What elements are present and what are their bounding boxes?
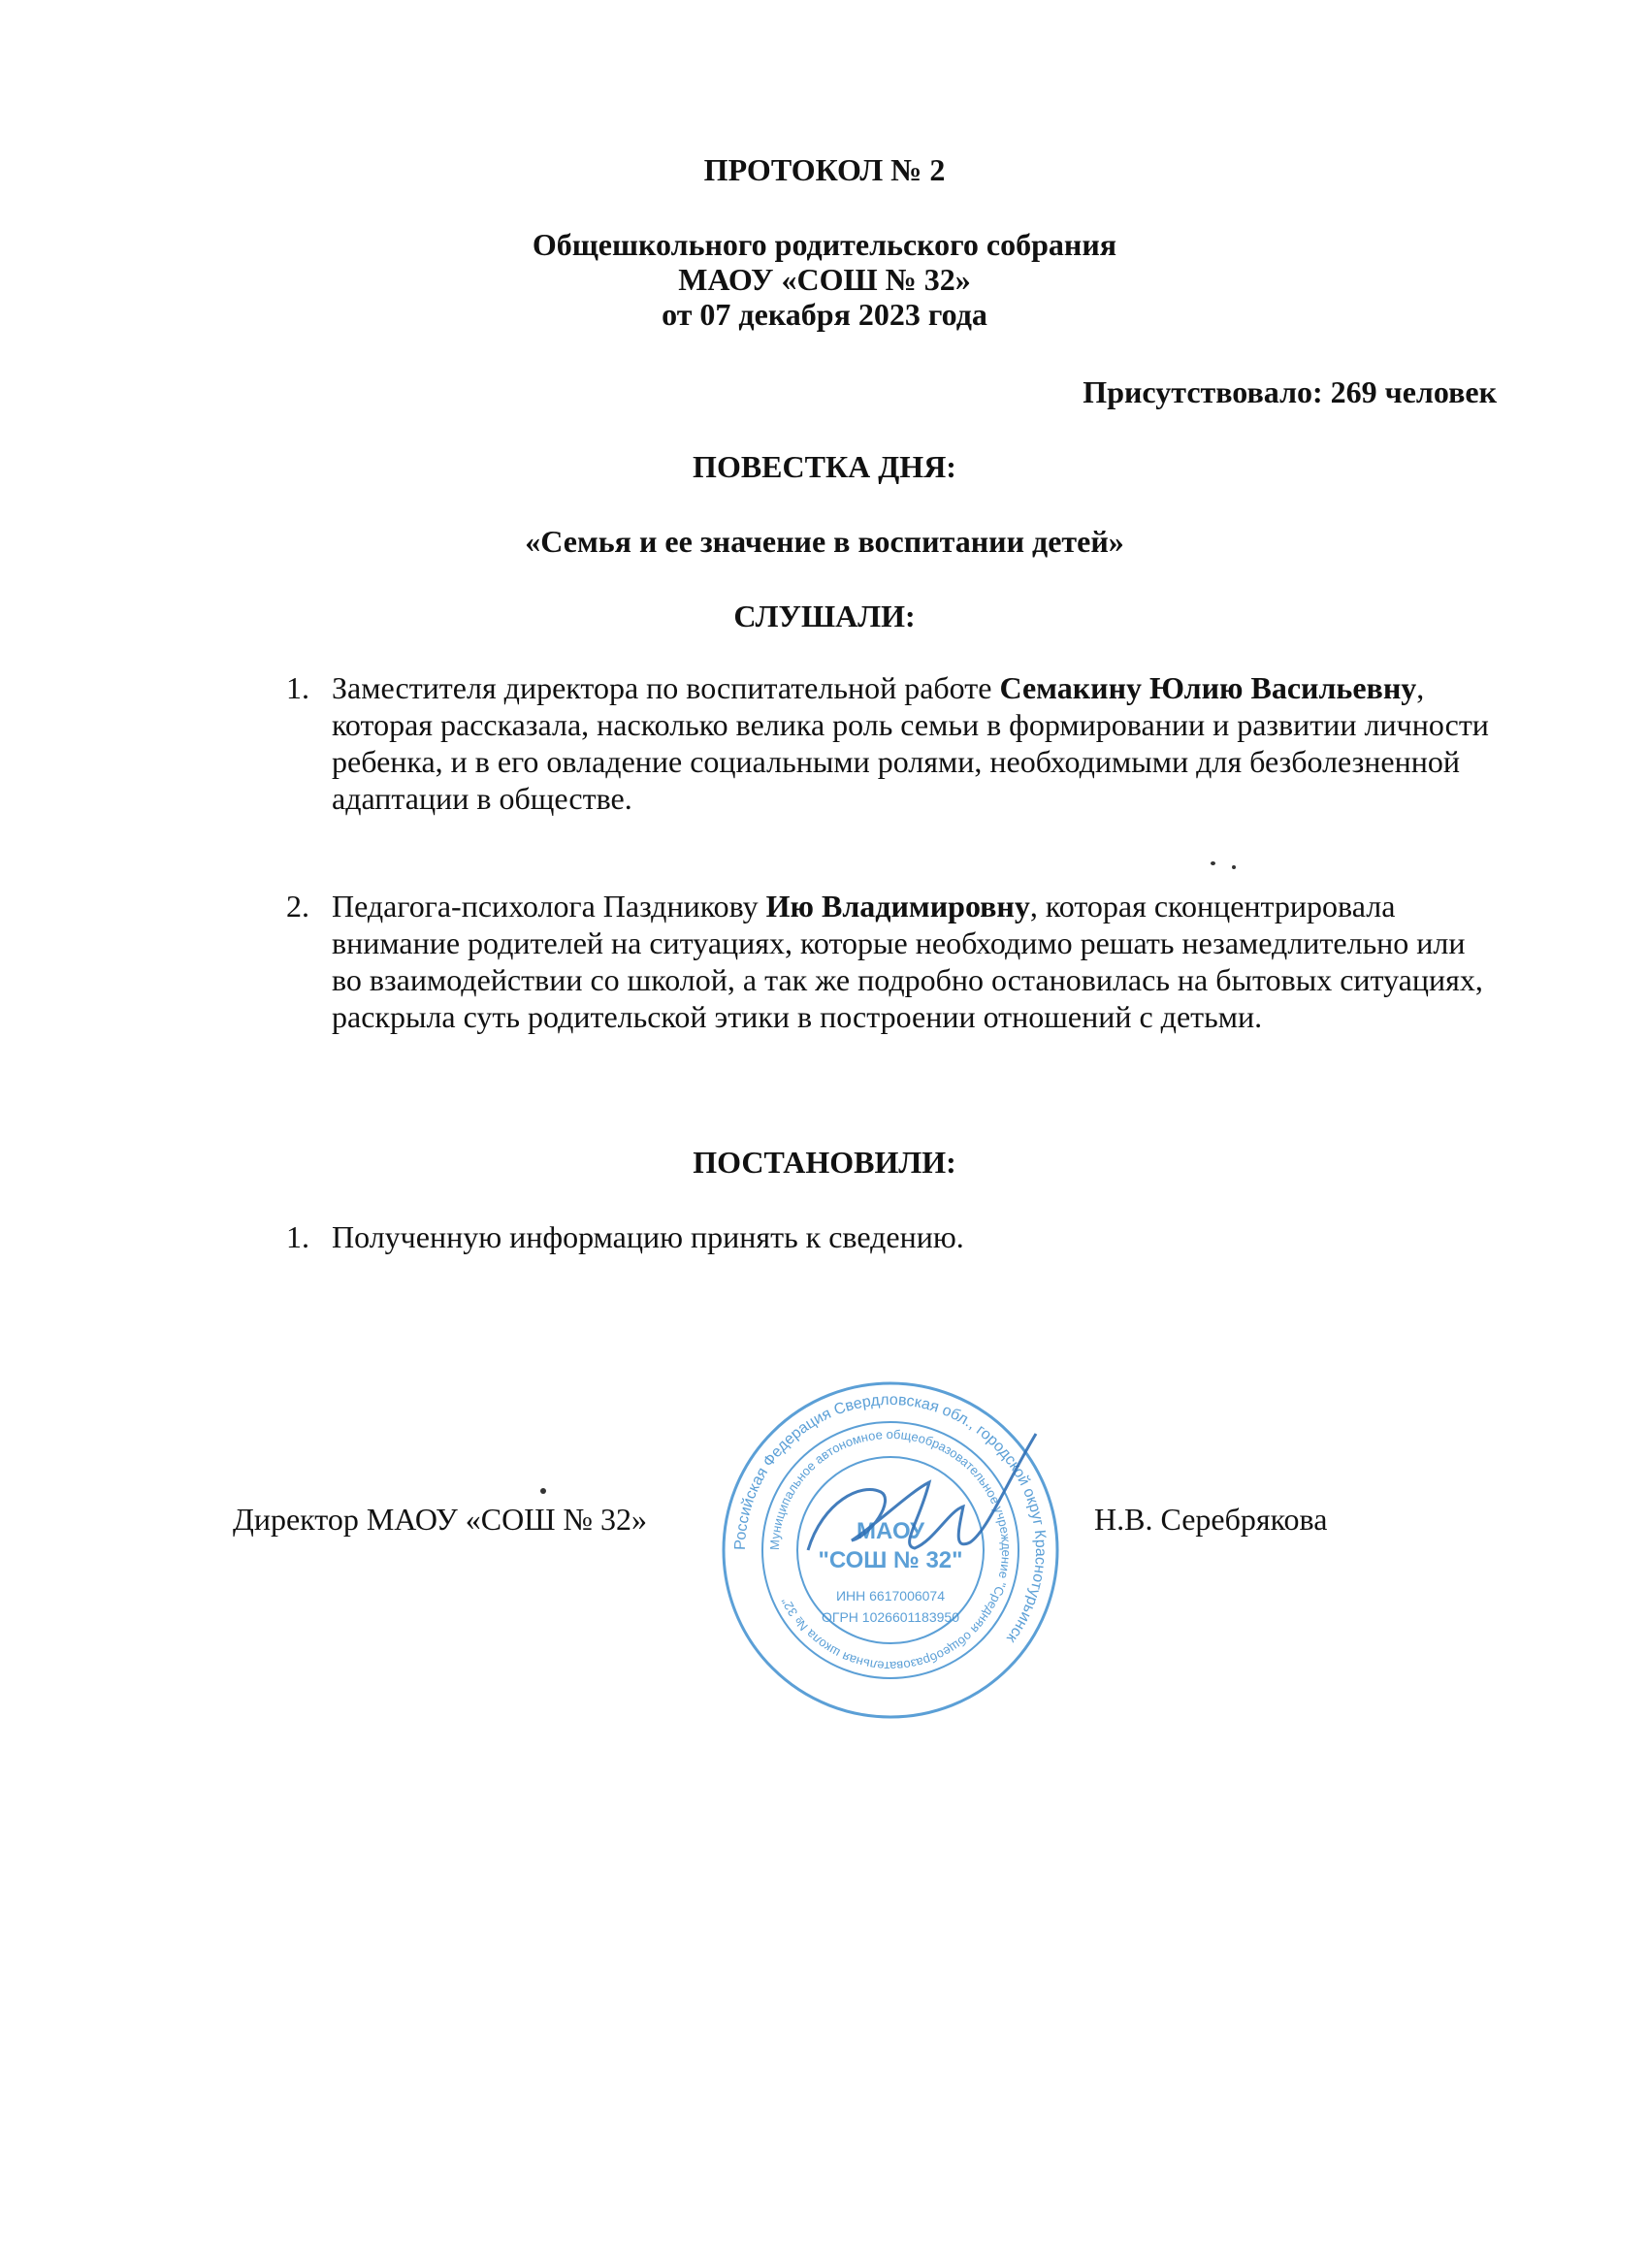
item-person: Ию Владимировну xyxy=(765,889,1030,923)
header-line-3: от 07 декабря 2023 года xyxy=(662,297,987,332)
item-text-pre: Педагога-психолога Паздникову xyxy=(332,889,766,923)
stamp-outer-text: Российская Федерация Свердловская обл., городской округ Краснотурьинск xyxy=(731,1391,1050,1646)
protocol-title: ПРОТОКОЛ № 2 xyxy=(703,152,946,187)
heard-item-1 xyxy=(286,669,1499,817)
stamp-center-line-1: МАОУ xyxy=(856,1518,925,1544)
resolved-item-1 xyxy=(286,1218,1499,1255)
heard-item-2 xyxy=(286,888,1499,1035)
heard-heading: СЛУШАЛИ: xyxy=(733,599,916,633)
item-text-post: , которая рассказала, насколько велика роль семьи в формировании и развитии личности ребенка, и в его овладение социальными ролями, необходимыми для безболезненной адаптации в обществе. xyxy=(332,670,1489,816)
item-number: 1. xyxy=(286,670,309,705)
ink-speck xyxy=(1232,865,1236,869)
agenda-topic: «Семья и ее значение в воспитании детей» xyxy=(525,524,1124,559)
signatory-name: Н.В. Серебрякова xyxy=(1094,1502,1328,1537)
stamp-ogrn: ОГРН 1026601183950 xyxy=(822,1609,959,1625)
item-text: Полученную информацию принять к сведению. xyxy=(332,1219,964,1254)
ink-speck xyxy=(540,1488,546,1494)
resolved-heading: ПОСТАНОВИЛИ: xyxy=(693,1145,956,1180)
header-line-2: МАОУ «СОШ № 32» xyxy=(678,262,971,297)
stamp-inner-text: Муниципальное автономное общеобразовательное учреждение "Средняя общеобразовательная школа № 32" xyxy=(766,1426,1015,1674)
official-stamp xyxy=(716,1376,1065,1725)
item-text-pre: Заместителя директора по воспитательной работе xyxy=(332,670,1000,705)
header-line-1: Общешкольного родительского собрания xyxy=(532,227,1117,262)
ink-speck xyxy=(1211,861,1215,865)
stamp-inn: ИНН 6617006074 xyxy=(835,1588,946,1604)
signatory-position: Директор МАОУ «СОШ № 32» xyxy=(233,1502,648,1537)
item-person: Семакину Юлию Васильевну xyxy=(999,670,1417,705)
item-text-post: , которая сконцентрировала внимание родителей на ситуациях, которые необходимо решать незамедлительно или во взаимодействии со школой, а так же подробно остановилась на бытовых ситуациях, раскрыла суть родительской этики в построении отношений с детьми. xyxy=(332,889,1483,1034)
attendance: Присутствовало: 269 человек xyxy=(1083,374,1497,409)
item-number: 2. xyxy=(286,889,309,923)
agenda-heading: ПОВЕСТКА ДНЯ: xyxy=(693,449,956,484)
stamp-center-line-2: "СОШ № 32" xyxy=(818,1547,963,1573)
item-number: 1. xyxy=(286,1219,309,1254)
